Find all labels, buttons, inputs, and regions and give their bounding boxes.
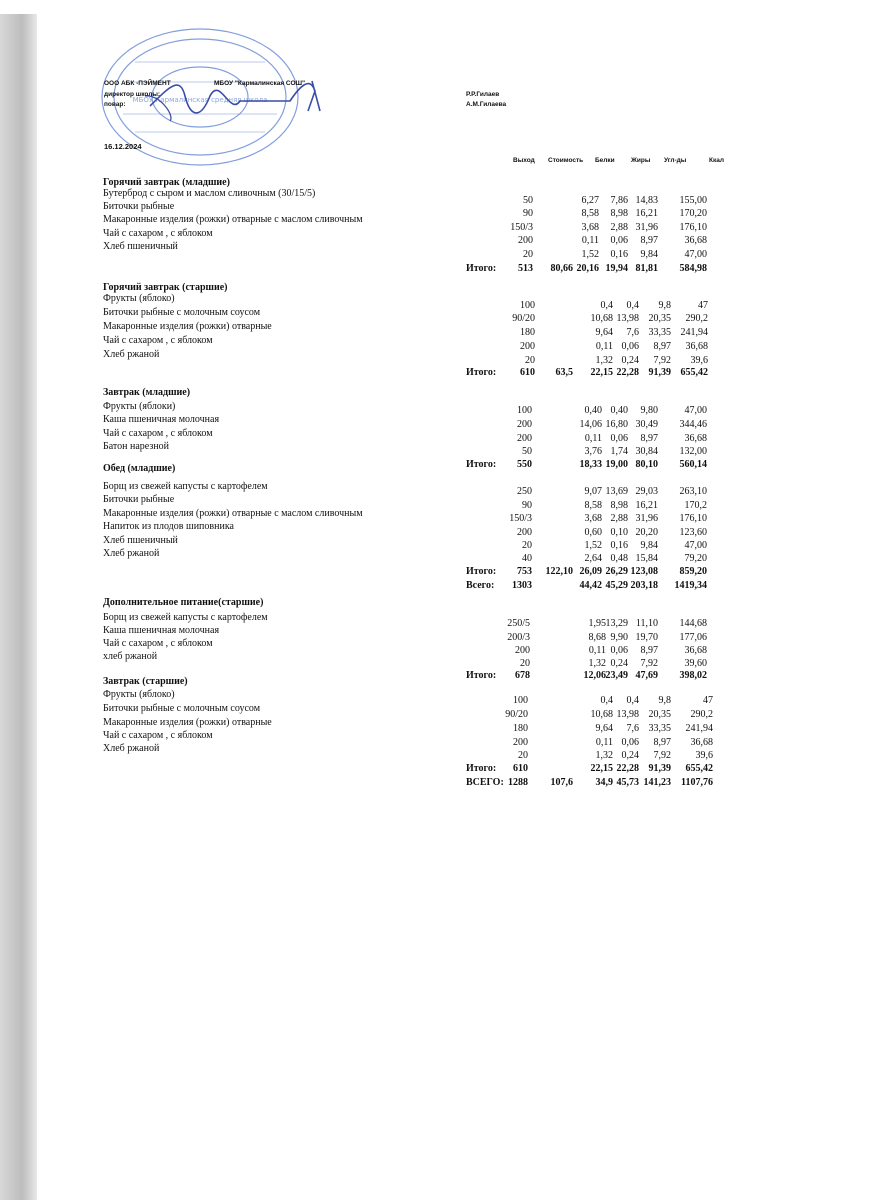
- menu-item-value: 36,68: [684, 433, 707, 444]
- menu-item-value: 33,35: [648, 723, 671, 734]
- menu-item-value: 9,07: [584, 486, 602, 497]
- menu-item-value: 3,76: [584, 446, 602, 457]
- total-value: 107,6: [550, 777, 573, 788]
- total-value: 655,42: [685, 763, 713, 774]
- menu-item-value: 20,35: [648, 313, 671, 324]
- menu-item-value: 47: [698, 300, 708, 311]
- menu-item-name: Макаронные изделия (рожки) отварные: [103, 321, 272, 332]
- total-value: 91,39: [648, 367, 671, 378]
- total-value: 513: [518, 263, 533, 274]
- menu-item-value: 36,68: [684, 645, 707, 656]
- menu-item-value: 200: [515, 645, 530, 656]
- total-value: 19,00: [605, 459, 628, 470]
- menu-item-value: 47,00: [684, 405, 707, 416]
- stamp-text: МБОУ Кармалинская средняя школа: [132, 96, 268, 104]
- menu-item-value: 9,8: [658, 300, 671, 311]
- menu-item-name: Чай с сахаром , с яблоком: [103, 730, 213, 741]
- menu-item-value: 2,64: [584, 553, 602, 564]
- menu-item-value: 1,32: [595, 355, 613, 366]
- menu-item-value: 31,96: [635, 222, 658, 233]
- menu-item-value: 144,68: [679, 618, 707, 629]
- total-value: 203,18: [630, 580, 658, 591]
- total-value: 122,10: [545, 566, 573, 577]
- menu-item-value: 9,80: [640, 405, 658, 416]
- total-value: 398,02: [679, 670, 707, 681]
- menu-item-value: 200/3: [507, 632, 530, 643]
- menu-item-value: 290,2: [685, 313, 708, 324]
- total-value: 19,94: [605, 263, 628, 274]
- menu-item-value: 123,60: [679, 527, 707, 538]
- total-value: 1288: [508, 777, 528, 788]
- menu-item-value: 0,11: [595, 341, 613, 352]
- col-fat: Жиры: [631, 157, 651, 164]
- menu-item-value: 30,49: [635, 419, 658, 430]
- total-value: 1107,76: [681, 777, 713, 788]
- menu-item-value: 14,83: [635, 195, 658, 206]
- menu-item-value: 250/5: [507, 618, 530, 629]
- menu-item-value: 90/20: [512, 313, 535, 324]
- menu-item-value: 16,80: [605, 419, 628, 430]
- director-name: Р.Р.Гилаев: [466, 91, 500, 98]
- total-value: 12,06: [583, 670, 606, 681]
- menu-item-value: 7,92: [653, 750, 671, 761]
- menu-item-name: Чай с сахаром , с яблоком: [103, 428, 213, 439]
- menu-item-value: 0,40: [610, 405, 628, 416]
- menu-item-value: 0,06: [621, 341, 639, 352]
- menu-item-value: 13,29: [605, 618, 628, 629]
- total-value: 81,81: [635, 263, 658, 274]
- menu-item-value: 7,86: [610, 195, 628, 206]
- total-value: 47,69: [635, 670, 658, 681]
- menu-item-value: 8,97: [653, 737, 671, 748]
- menu-item-value: 200: [517, 419, 532, 430]
- menu-item-value: 8,97: [640, 433, 658, 444]
- menu-item-value: 170,20: [679, 208, 707, 219]
- menu-item-value: 8,97: [640, 235, 658, 246]
- total-value: 80,66: [550, 263, 573, 274]
- menu-item-value: 200: [517, 527, 532, 538]
- menu-item-value: 20: [518, 750, 528, 761]
- menu-item-value: 0,06: [610, 235, 628, 246]
- total-value: 22,15: [590, 763, 613, 774]
- section-title: Горячий завтрак (младшие): [103, 177, 230, 188]
- menu-item-value: 30,84: [635, 446, 658, 457]
- total-label: Итого:: [466, 670, 497, 681]
- total-value: 45,73: [616, 777, 639, 788]
- menu-item-value: 13,69: [605, 486, 628, 497]
- menu-item-name: Хлеб ржаной: [103, 743, 160, 754]
- menu-item-value: 90: [522, 500, 532, 511]
- col-protein: Белки: [595, 157, 615, 164]
- menu-item-value: 8,97: [640, 645, 658, 656]
- menu-item-value: 13,98: [616, 313, 639, 324]
- menu-item-value: 10,68: [590, 313, 613, 324]
- menu-item-value: 344,46: [679, 419, 707, 430]
- total-value: 20,16: [576, 263, 599, 274]
- menu-item-value: 9,84: [640, 249, 658, 260]
- total-value: 550: [517, 459, 532, 470]
- menu-item-name: Бутерброд с сыром и маслом сливочным (30/15/5): [103, 188, 316, 199]
- menu-item-name: Фрукты (яблоко): [103, 293, 175, 304]
- menu-item-value: 0,06: [610, 433, 628, 444]
- menu-item-value: 0,10: [610, 527, 628, 538]
- menu-item-value: 9,8: [658, 695, 671, 706]
- total-value: 1303: [512, 580, 532, 591]
- menu-item-value: 2,88: [610, 513, 628, 524]
- menu-item-value: 16,21: [635, 500, 658, 511]
- menu-item-value: 150/3: [509, 513, 532, 524]
- menu-item-value: 200: [513, 737, 528, 748]
- menu-item-name: Макаронные изделия (рожки) отварные: [103, 717, 272, 728]
- total-value: 26,09: [579, 566, 602, 577]
- menu-item-name: Хлеб ржаной: [103, 349, 160, 360]
- org-right: МБОУ "Кармалинская СОШ": [214, 80, 306, 87]
- menu-item-value: 150/3: [510, 222, 533, 233]
- menu-item-value: 170,2: [684, 500, 707, 511]
- menu-item-value: 1,52: [581, 249, 599, 260]
- org-left: ООО АБК -ПЭЙМЕНТ: [104, 80, 171, 87]
- total-value: 859,20: [679, 566, 707, 577]
- menu-item-name: Батон нарезной: [103, 441, 170, 452]
- menu-item-value: 20,20: [635, 527, 658, 538]
- menu-item-value: 0,40: [584, 405, 602, 416]
- total-value: 678: [515, 670, 530, 681]
- total-value: 584,98: [679, 263, 707, 274]
- menu-item-value: 241,94: [680, 327, 708, 338]
- menu-item-value: 9,90: [610, 632, 628, 643]
- menu-item-value: 15,84: [635, 553, 658, 564]
- menu-item-value: 9,64: [595, 723, 613, 734]
- menu-item-value: 1,74: [610, 446, 628, 457]
- menu-item-value: 20: [520, 658, 530, 669]
- menu-item-name: Напиток из плодов шиповника: [103, 521, 234, 532]
- menu-item-value: 10,68: [590, 709, 613, 720]
- menu-item-value: 20: [522, 540, 532, 551]
- menu-item-value: 47,00: [684, 249, 707, 260]
- total-value: 45,29: [605, 580, 628, 591]
- menu-item-value: 39,6: [695, 750, 713, 761]
- menu-item-value: 200: [517, 433, 532, 444]
- menu-item-name: Хлеб пшеничный: [103, 535, 178, 546]
- menu-item-value: 36,68: [685, 341, 708, 352]
- menu-item-value: 200: [520, 341, 535, 352]
- cook-name: А.М.Гилаева: [466, 101, 507, 108]
- menu-item-value: 7,6: [626, 723, 639, 734]
- section-title: Обед (младшие): [103, 463, 176, 474]
- menu-item-name: Биточки рыбные: [103, 201, 175, 212]
- menu-item-value: 180: [520, 327, 535, 338]
- menu-item-value: 39,60: [684, 658, 707, 669]
- total-value: 63,5: [555, 367, 573, 378]
- total-value: 91,39: [648, 763, 671, 774]
- total-value: 44,42: [579, 580, 602, 591]
- menu-item-value: 36,68: [690, 737, 713, 748]
- section-title: Горячий завтрак (старшие): [103, 282, 228, 293]
- menu-item-value: 31,96: [635, 513, 658, 524]
- total-value: 80,10: [635, 459, 658, 470]
- menu-item-name: Фрукты (яблоки): [103, 401, 176, 412]
- menu-item-value: 7,92: [653, 355, 671, 366]
- menu-item-value: 1,95: [588, 618, 606, 629]
- scan-edge-shadow: [0, 14, 37, 1200]
- total-value: 610: [520, 367, 535, 378]
- total-value: 22,28: [616, 763, 639, 774]
- menu-item-value: 0,48: [610, 553, 628, 564]
- menu-item-name: Биточки рыбные с молочным соусом: [103, 703, 261, 714]
- menu-item-value: 0,06: [621, 737, 639, 748]
- menu-item-value: 39,6: [690, 355, 708, 366]
- menu-item-value: 20: [525, 355, 535, 366]
- menu-item-value: 40: [522, 553, 532, 564]
- total-value: 141,23: [643, 777, 671, 788]
- menu-item-name: Фрукты (яблоко): [103, 689, 175, 700]
- menu-item-value: 0,11: [588, 645, 606, 656]
- menu-item-value: 1,32: [588, 658, 606, 669]
- menu-item-value: 9,64: [595, 327, 613, 338]
- menu-item-name: Борщ из свежей капусты с картофелем: [103, 612, 268, 623]
- menu-item-name: Каша пшеничная молочная: [103, 625, 220, 636]
- menu-item-value: 3,68: [581, 222, 599, 233]
- total-value: 1419,34: [674, 580, 707, 591]
- menu-item-value: 11,10: [635, 618, 658, 629]
- total-value: 655,42: [680, 367, 708, 378]
- total-label: Итого:: [466, 263, 497, 274]
- menu-item-value: 0,60: [584, 527, 602, 538]
- section-title: Завтрак (младшие): [103, 387, 191, 398]
- menu-item-value: 16,21: [635, 208, 658, 219]
- menu-item-value: 176,10: [679, 513, 707, 524]
- menu-item-value: 47: [703, 695, 713, 706]
- signature: [140, 66, 340, 126]
- menu-item-value: 36,68: [684, 235, 707, 246]
- total-value: 560,14: [679, 459, 707, 470]
- total-label: Итого:: [466, 566, 497, 577]
- menu-item-value: 0,24: [610, 658, 628, 669]
- menu-item-value: 13,98: [616, 709, 639, 720]
- menu-item-value: 50: [522, 446, 532, 457]
- menu-item-name: Чай с сахаром , с яблоком: [103, 638, 213, 649]
- total-value: 610: [513, 763, 528, 774]
- menu-item-value: 0,24: [621, 750, 639, 761]
- menu-item-value: 0,11: [584, 433, 602, 444]
- menu-item-value: 0,4: [626, 695, 639, 706]
- menu-item-value: 8,98: [610, 500, 628, 511]
- total-label: Итого:: [466, 763, 497, 774]
- menu-item-value: 100: [517, 405, 532, 416]
- menu-item-value: 29,03: [635, 486, 658, 497]
- menu-item-value: 3,68: [584, 513, 602, 524]
- menu-item-value: 90/20: [505, 709, 528, 720]
- menu-date: 16.12.2024: [104, 142, 142, 151]
- menu-item-value: 0,06: [610, 645, 628, 656]
- menu-item-value: 14,06: [579, 419, 602, 430]
- menu-item-name: хлеб ржаной: [103, 651, 158, 662]
- menu-item-name: Чай с сахаром , с яблоком: [103, 335, 213, 346]
- menu-item-value: 33,35: [648, 327, 671, 338]
- menu-item-name: Макаронные изделия (рожки) отварные с маслом сливочным: [103, 508, 363, 519]
- cook-label: повар:: [104, 101, 126, 108]
- menu-item-value: 20: [523, 249, 533, 260]
- menu-item-value: 6,27: [581, 195, 599, 206]
- menu-item-name: Биточки рыбные: [103, 494, 175, 505]
- menu-item-value: 0,11: [581, 235, 599, 246]
- menu-item-value: 0,4: [626, 300, 639, 311]
- menu-item-value: 0,16: [610, 249, 628, 260]
- total-value: 123,08: [630, 566, 658, 577]
- menu-item-value: 8,58: [581, 208, 599, 219]
- menu-item-value: 2,88: [610, 222, 628, 233]
- menu-item-value: 90: [523, 208, 533, 219]
- menu-item-value: 50: [523, 195, 533, 206]
- menu-item-value: 241,94: [685, 723, 713, 734]
- menu-item-value: 100: [520, 300, 535, 311]
- menu-item-value: 200: [518, 235, 533, 246]
- total-label: Итого:: [466, 367, 497, 378]
- total-value: 23,49: [605, 670, 628, 681]
- menu-item-value: 7,6: [626, 327, 639, 338]
- menu-item-name: Хлеб ржаной: [103, 548, 160, 559]
- menu-item-value: 176,10: [679, 222, 707, 233]
- total-value: 753: [517, 566, 532, 577]
- menu-item-name: Хлеб пшеничный: [103, 241, 178, 252]
- menu-item-value: 290,2: [690, 709, 713, 720]
- total-label: Всего:: [466, 580, 495, 591]
- menu-item-value: 47,00: [684, 540, 707, 551]
- menu-item-name: Чай с сахаром , с яблоком: [103, 228, 213, 239]
- section-title: Дополнительное питание(старшие): [103, 597, 264, 608]
- menu-item-value: 0,4: [600, 695, 613, 706]
- menu-item-name: Биточки рыбные с молочным соусом: [103, 307, 261, 318]
- menu-item-value: 8,98: [610, 208, 628, 219]
- col-carbs: Угл-ды: [664, 157, 687, 164]
- menu-item-value: 0,4: [600, 300, 613, 311]
- menu-item-value: 100: [513, 695, 528, 706]
- menu-item-value: 9,84: [640, 540, 658, 551]
- menu-item-value: 263,10: [679, 486, 707, 497]
- total-label: ВСЕГО:: [466, 777, 504, 788]
- menu-item-value: 19,70: [635, 632, 658, 643]
- menu-item-value: 155,00: [679, 195, 707, 206]
- total-value: 18,33: [579, 459, 602, 470]
- col-output: Выход: [513, 157, 535, 164]
- col-kcal: Ккал: [709, 157, 724, 164]
- menu-item-value: 79,20: [684, 553, 707, 564]
- menu-item-value: 180: [513, 723, 528, 734]
- menu-item-name: Макаронные изделия (рожки) отварные с маслом сливочным: [103, 214, 363, 225]
- director-label: директор школы:: [104, 91, 161, 98]
- total-value: 22,15: [590, 367, 613, 378]
- section-title: Завтрак (старшие): [103, 676, 188, 687]
- total-value: 26,29: [605, 566, 628, 577]
- menu-item-value: 0,16: [610, 540, 628, 551]
- menu-item-value: 0,11: [595, 737, 613, 748]
- total-value: 34,9: [595, 777, 613, 788]
- menu-item-value: 8,97: [653, 341, 671, 352]
- menu-item-value: 7,92: [640, 658, 658, 669]
- col-cost: Стоимость: [548, 157, 584, 164]
- menu-item-value: 1,32: [595, 750, 613, 761]
- total-value: 22,28: [616, 367, 639, 378]
- menu-item-value: 177,06: [679, 632, 707, 643]
- total-label: Итого:: [466, 459, 497, 470]
- menu-item-value: 250: [517, 486, 532, 497]
- menu-item-name: Каша пшеничная молочная: [103, 414, 220, 425]
- menu-item-value: 20,35: [648, 709, 671, 720]
- menu-item-name: Борщ из свежей капусты с картофелем: [103, 481, 268, 492]
- menu-item-value: 132,00: [679, 446, 707, 457]
- menu-item-value: 8,68: [588, 632, 606, 643]
- menu-item-value: 8,58: [584, 500, 602, 511]
- menu-item-value: 1,52: [584, 540, 602, 551]
- menu-item-value: 0,24: [621, 355, 639, 366]
